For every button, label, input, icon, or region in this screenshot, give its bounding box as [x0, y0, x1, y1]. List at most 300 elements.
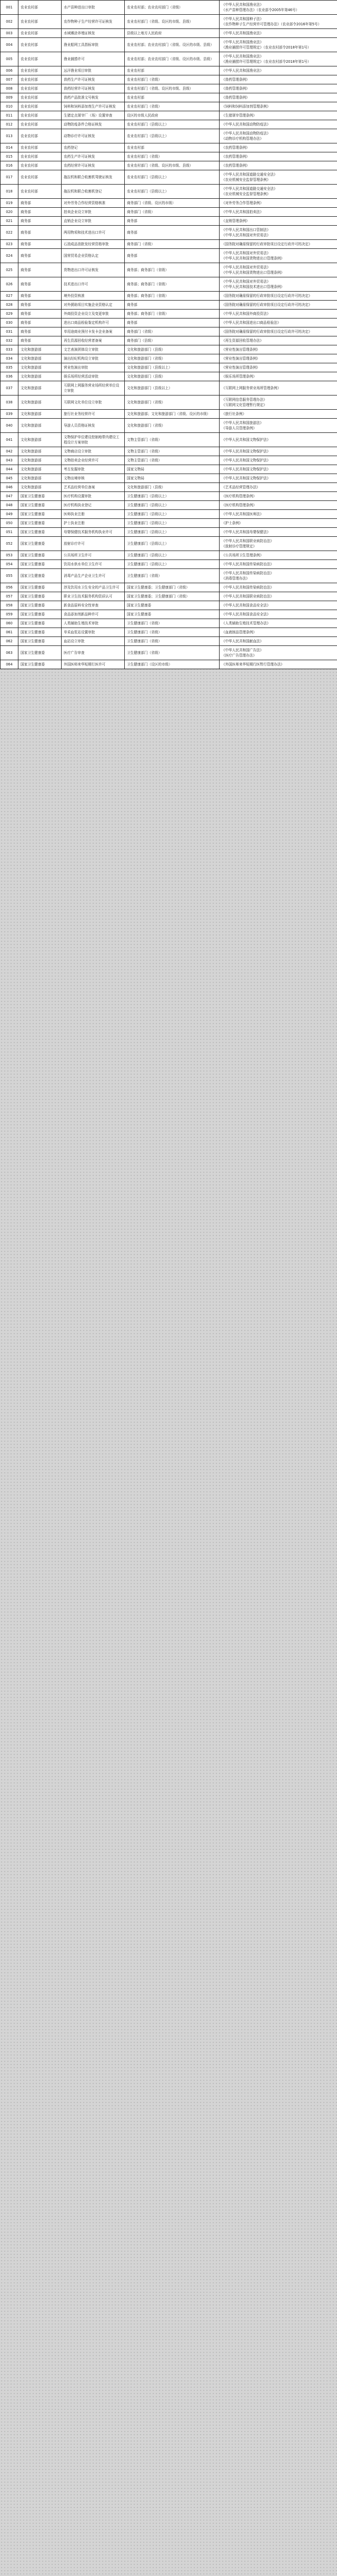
legal-basis-cell: 《公共场所卫生管理条例》 — [220, 551, 337, 560]
table-row — [1, 52, 337, 66]
legal-basis-cell: 《农药管理条例》 — [220, 152, 337, 161]
department-cell: 商务部 — [18, 301, 62, 310]
authority-cell: 文化和旅游部；文化和旅游部门（省级、设区的市级） — [125, 410, 220, 419]
table-row — [1, 395, 337, 410]
table-row — [1, 199, 337, 208]
row-number: 013 — [1, 129, 18, 143]
authority-cell: 商务部 — [125, 249, 220, 263]
department-cell: 国家卫生健康委 — [18, 619, 62, 628]
authority-cell: 设区的市级人民政府 — [125, 111, 220, 120]
department-cell: 文化和旅游部 — [18, 456, 62, 465]
item-name-cell: 娱乐场所经营活动审批 — [62, 372, 125, 381]
department-cell: 农业农村部 — [18, 111, 62, 120]
item-name-cell: 饮用水供水单位卫生许可 — [62, 560, 125, 569]
legal-basis-cell: 《中华人民共和国文物保护法》 — [220, 456, 337, 465]
row-number: 050 — [1, 519, 18, 528]
legal-basis-cell: 《互联网上网服务营业场所管理条例》 — [220, 381, 337, 395]
department-cell: 农业农村部 — [18, 185, 62, 199]
item-name-cell: 医师执业注册 — [62, 510, 125, 519]
legal-basis-cell: 《再生资源回收管理办法》 — [220, 336, 337, 345]
department-cell: 国家卫生健康委 — [18, 551, 62, 560]
item-name-cell: 动物防疫条件合格证核发 — [62, 120, 125, 129]
department-cell: 商务部 — [18, 217, 62, 226]
legal-basis-cell: 《营业性演出管理条例》 — [220, 345, 337, 354]
item-name-cell: 营业性演出审批 — [62, 363, 125, 372]
item-name-cell: 动物诊疗许可证核发 — [62, 129, 125, 143]
item-name-cell: 互联网上网服务营业场所经营单位设立审批 — [62, 381, 125, 395]
authority-cell: 国家卫生健康委；卫生健康部门（省级） — [125, 592, 220, 601]
authority-cell: 卫生健康部门（县级以上） — [125, 537, 220, 551]
table-row — [1, 628, 337, 637]
table-row — [1, 551, 337, 560]
row-number: 032 — [1, 336, 18, 345]
legal-basis-cell: 《农药管理条例》 — [220, 143, 337, 152]
department-cell: 商务部 — [18, 327, 62, 336]
item-name-cell: 对外劳务合作经营资格核准 — [62, 199, 125, 208]
department-cell: 文化和旅游部 — [18, 354, 62, 363]
legal-basis-cell: 《中华人民共和国道路交通安全法》 《农业机械安全监督管理条例》 — [220, 185, 337, 199]
authority-cell: 农业农村部；农业农村部门（省级、设区的市级、县级） — [125, 38, 220, 52]
department-cell: 国家卫生健康委 — [18, 628, 62, 637]
authority-cell: 国家卫生健康委 — [125, 601, 220, 610]
table-row — [1, 410, 337, 419]
department-cell: 农业农村部 — [18, 152, 62, 161]
row-number: 053 — [1, 551, 18, 560]
row-number: 005 — [1, 52, 18, 66]
item-name-cell: 消毒产品生产企业卫生许可 — [62, 569, 125, 583]
authority-cell: 卫生健康部门（省级） — [125, 619, 220, 628]
legal-basis-cell: 《中华人民共和国传染病防治法》 — [220, 583, 337, 592]
table-row — [1, 301, 337, 310]
table-row — [1, 38, 337, 52]
row-number: 038 — [1, 395, 18, 410]
authority-cell: 卫生健康部门（省级） — [125, 646, 220, 660]
legal-basis-cell: 《兽药管理条例》 — [220, 84, 337, 93]
item-name-cell: 血站设立审批 — [62, 637, 125, 646]
authority-cell: 农业农村部门（省级） — [125, 102, 220, 111]
legal-basis-cell: 《中华人民共和国文物保护法》 — [220, 474, 337, 483]
row-number: 018 — [1, 185, 18, 199]
authority-cell: 商务部；商务部门（省级） — [125, 292, 220, 301]
legal-basis-cell: 《中华人民共和国对外贸易法》 《中华人民共和国货物进出口管理条例》 — [220, 249, 337, 263]
authority-cell: 商务部 — [125, 226, 220, 240]
department-cell: 国家卫生健康委 — [18, 569, 62, 583]
legal-basis-cell: 《中华人民共和国食品安全法》 — [220, 610, 337, 619]
item-name-cell: 进出口商品检验鉴定机构许可 — [62, 319, 125, 327]
item-name-cell: 单采血浆站设置审批 — [62, 628, 125, 637]
row-number: 014 — [1, 143, 18, 152]
department-cell: 国家卫生健康委 — [18, 583, 62, 592]
table-row — [1, 93, 337, 102]
department-cell: 农业农村部 — [18, 93, 62, 102]
item-name-cell: 公共场所卫生许可 — [62, 551, 125, 560]
legal-basis-cell: 《国务院对确需保留的行政审批项目设定行政许可的决定》 — [220, 327, 337, 336]
row-number: 047 — [1, 492, 18, 501]
department-cell: 农业农村部 — [18, 75, 62, 84]
table-row — [1, 510, 337, 519]
legal-basis-cell: 《中华人民共和国职业病防治法》 — [220, 592, 337, 601]
row-number: 020 — [1, 208, 18, 217]
authority-cell: 文物主管部门（省级） — [125, 447, 220, 456]
authority-cell: 国家卫生健康委；卫生健康部门（省级） — [125, 583, 220, 592]
authority-cell: 文化和旅游部门（县级以上） — [125, 363, 220, 372]
authority-cell: 卫生健康部门（设区的市级） — [125, 660, 220, 669]
table-row — [1, 345, 337, 354]
table-row — [1, 419, 337, 433]
item-name-cell: 考古发掘审批 — [62, 465, 125, 474]
authority-cell: 农业农村部门（县级以上） — [125, 170, 220, 185]
department-cell: 农业农村部 — [18, 84, 62, 93]
department-cell: 文化和旅游部 — [18, 345, 62, 354]
row-number: 029 — [1, 310, 18, 319]
authority-cell: 农业农村部门（县级以上） — [125, 185, 220, 199]
authority-cell: 商务部门（省级） — [125, 208, 220, 217]
item-name-cell: 食品添加剂新品种许可 — [62, 610, 125, 619]
item-name-cell: 农药生产许可证核发 — [62, 152, 125, 161]
table-row — [1, 292, 337, 301]
authority-cell: 文化和旅游部门（县级） — [125, 372, 220, 381]
item-name-cell: 对外援助项目实施企业资格认定 — [62, 301, 125, 310]
department-cell: 商务部 — [18, 336, 62, 345]
department-cell: 商务部 — [18, 292, 62, 301]
legal-basis-cell: 《血液制品管理条例》 — [220, 628, 337, 637]
authority-cell: 国家文物局 — [125, 465, 220, 474]
authority-cell: 文化和旅游部门（省级） — [125, 354, 220, 363]
table-row — [1, 66, 337, 75]
legal-basis-cell: 《中华人民共和国动物防疫法》 《动物诊疗机构管理办法》 — [220, 129, 337, 143]
department-cell: 文化和旅游部 — [18, 372, 62, 381]
legal-basis-cell: 《中华人民共和国种子法》 《农作物种子生产经营许可管理办法》（农业部令2016年第5号） — [220, 15, 337, 29]
item-name-cell: 拍卖企业设立审批 — [62, 208, 125, 217]
item-name-cell: 兽药经营许可证核发 — [62, 84, 125, 93]
table-row — [1, 143, 337, 152]
table-row — [1, 465, 337, 474]
department-cell: 农业农村部 — [18, 38, 62, 52]
table-row — [1, 528, 337, 537]
authority-cell: 文化和旅游部门（县级） — [125, 345, 220, 354]
row-number: 024 — [1, 249, 18, 263]
item-name-cell: 医疗机构设置审批 — [62, 492, 125, 501]
legal-basis-cell: 《对外劳务合作管理条例》 — [220, 199, 337, 208]
row-number: 064 — [1, 660, 18, 669]
item-name-cell: 文物保护单位建设控制地带内建设工程设计方案审批 — [62, 433, 125, 447]
authority-cell: 文化和旅游部门（省级） — [125, 395, 220, 410]
legal-basis-cell: 《中华人民共和国渔业法》 《渔业捕捞许可管理规定》（农业农村部令2018年第1号） — [220, 38, 337, 52]
table-row — [1, 111, 337, 120]
legal-basis-cell: 《中华人民共和国道路交通安全法》 《农业机械安全监督管理条例》 — [220, 170, 337, 185]
legal-basis-cell: 《中华人民共和国母婴保健法》 — [220, 528, 337, 537]
item-name-cell: 文物商店设立审批 — [62, 447, 125, 456]
row-number: 039 — [1, 410, 18, 419]
item-name-cell: 涉及饮用水卫生安全的产品卫生许可 — [62, 583, 125, 592]
legal-basis-cell: 《中华人民共和国对外贸易法》 《中华人民共和国技术进出口管理条例》 — [220, 277, 337, 292]
row-number: 030 — [1, 319, 18, 327]
item-name-cell: 农药登记 — [62, 143, 125, 152]
department-cell: 商务部 — [18, 226, 62, 240]
table-row — [1, 161, 337, 170]
row-number: 010 — [1, 102, 18, 111]
department-cell: 国家卫生健康委 — [18, 560, 62, 569]
row-number: 036 — [1, 372, 18, 381]
department-cell: 农业农村部 — [18, 120, 62, 129]
row-number: 049 — [1, 510, 18, 519]
department-cell: 商务部 — [18, 319, 62, 327]
department-cell: 农业农村部 — [18, 170, 62, 185]
department-cell: 农业农村部 — [18, 29, 62, 38]
row-number: 035 — [1, 363, 18, 372]
authority-cell: 商务部 — [125, 301, 220, 310]
item-name-cell: 放射诊疗许可 — [62, 537, 125, 551]
legal-basis-cell: 《旅行社条例》 — [220, 410, 337, 419]
legal-basis-cell: 《中华人民共和国动物防疫法》 — [220, 120, 337, 129]
authority-cell: 卫生健康部门（县级以上） — [125, 510, 220, 519]
authority-cell: 商务部；商务部门（省级） — [125, 263, 220, 277]
item-name-cell: 远洋渔业项目审批 — [62, 66, 125, 75]
legal-basis-cell: 《中华人民共和国旅游法》 《导游人员管理条例》 — [220, 419, 337, 433]
department-cell: 国家卫生健康委 — [18, 537, 62, 551]
legal-basis-cell: 《生猪屠宰管理条例》 — [220, 111, 337, 120]
department-cell: 文化和旅游部 — [18, 395, 62, 410]
table-row — [1, 208, 337, 217]
authority-cell: 文化和旅游部门（县级以上） — [125, 381, 220, 395]
row-number: 002 — [1, 15, 18, 29]
table-row — [1, 637, 337, 646]
authority-cell: 商务部门（省级） — [125, 327, 220, 336]
department-cell: 农业农村部 — [18, 15, 62, 29]
table-row — [1, 660, 337, 669]
department-cell: 农业农村部 — [18, 66, 62, 75]
item-name-cell: 拖拉机和联合收割机驾驶证核发 — [62, 170, 125, 185]
row-number: 058 — [1, 601, 18, 610]
item-name-cell: 水域滩涂养殖证核发 — [62, 29, 125, 38]
department-cell: 商务部 — [18, 310, 62, 319]
row-number: 025 — [1, 263, 18, 277]
table-row — [1, 381, 337, 395]
authority-cell: 卫生健康部门（省级） — [125, 569, 220, 583]
table-row — [1, 84, 337, 93]
table-row — [1, 120, 337, 129]
item-name-cell: 渔业捕捞许可 — [62, 52, 125, 66]
table-row — [1, 170, 337, 185]
row-number: 046 — [1, 483, 18, 492]
item-name-cell: 拖拉机和联合收割机登记 — [62, 185, 125, 199]
table-row — [1, 152, 337, 161]
item-name-cell: 境外投资核准 — [62, 292, 125, 301]
authority-cell: 农业农村部门（县级以上） — [125, 129, 220, 143]
authority-cell: 卫生健康部门（县级以上） — [125, 492, 220, 501]
item-name-cell: 护士执业注册 — [62, 519, 125, 528]
legal-basis-cell: 《人类辅助生殖技术管理办法》 — [220, 619, 337, 628]
row-number: 043 — [1, 456, 18, 465]
department-cell: 国家卫生健康委 — [18, 501, 62, 510]
item-name-cell: 医疗机构执业登记 — [62, 501, 125, 510]
row-number: 042 — [1, 447, 18, 456]
table-row — [1, 217, 337, 226]
row-number: 001 — [1, 1, 18, 15]
table-row — [1, 363, 337, 372]
table-row — [1, 240, 337, 249]
item-name-cell: 农作物种子生产经营许可证核发 — [62, 15, 125, 29]
row-number: 051 — [1, 528, 18, 537]
table-body — [1, 1, 337, 669]
item-name-cell: 新食品原料安全性审查 — [62, 601, 125, 610]
row-number: 037 — [1, 381, 18, 395]
department-cell: 文化和旅游部 — [18, 465, 62, 474]
row-number: 022 — [1, 226, 18, 240]
department-cell: 国家卫生健康委 — [18, 610, 62, 619]
table-row — [1, 483, 337, 492]
department-cell: 文化和旅游部 — [18, 363, 62, 372]
department-cell: 文化和旅游部 — [18, 381, 62, 395]
legal-basis-cell: 《饲料和饲料添加剂管理条例》 — [220, 102, 337, 111]
row-number: 017 — [1, 170, 18, 185]
authority-cell: 文物主管部门（省级） — [125, 456, 220, 465]
legal-basis-cell: 《中华人民共和国传染病防治法》 — [220, 560, 337, 569]
department-cell: 商务部 — [18, 249, 62, 263]
table-row — [1, 519, 337, 528]
row-number: 063 — [1, 646, 18, 660]
item-name-cell: 文物出境审核 — [62, 474, 125, 483]
authority-cell: 卫生健康部门（县级以上） — [125, 528, 220, 537]
authority-cell: 国家文物局 — [125, 474, 220, 483]
department-cell: 商务部 — [18, 263, 62, 277]
item-name-cell: 饲料和饲料添加剂生产许可证核发 — [62, 102, 125, 111]
legal-basis-cell: 《中华人民共和国医师法》 — [220, 510, 337, 519]
department-cell: 文化和旅游部 — [18, 410, 62, 419]
table-row — [1, 610, 337, 619]
legal-basis-cell: 《中华人民共和国传染病防治法》 《消毒管理办法》 — [220, 569, 337, 583]
item-name-cell: 外国医师来华短期行医许可 — [62, 660, 125, 669]
item-name-cell: 农药经营许可证核发 — [62, 161, 125, 170]
row-number: 052 — [1, 537, 18, 551]
legal-basis-cell: 《营业性演出管理条例》 — [220, 354, 337, 363]
legal-basis-cell: 《中华人民共和国文物保护法》 — [220, 465, 337, 474]
item-name-cell: 医疗广告审查 — [62, 646, 125, 660]
row-number: 012 — [1, 120, 18, 129]
department-cell: 商务部 — [18, 240, 62, 249]
legal-basis-cell: 《外国医师来华短期行医暂行管理办法》 — [220, 660, 337, 669]
row-number: 031 — [1, 327, 18, 336]
item-name-cell: 技术进出口许可 — [62, 277, 125, 292]
row-number: 062 — [1, 637, 18, 646]
authority-cell: 商务部 — [125, 319, 220, 327]
legal-basis-cell: 《中华人民共和国渔业法》 《渔业捕捞许可管理规定》（农业农村部令2018年第1号） — [220, 52, 337, 66]
table-row — [1, 433, 337, 447]
row-number: 003 — [1, 29, 18, 38]
department-cell: 文化和旅游部 — [18, 433, 62, 447]
item-name-cell: 两用物项和技术进出口许可 — [62, 226, 125, 240]
authority-cell: 商务部门（县级） — [125, 336, 220, 345]
row-number: 027 — [1, 292, 18, 301]
row-number: 044 — [1, 465, 18, 474]
row-number: 019 — [1, 199, 18, 208]
authority-cell: 农业农村部 — [125, 143, 220, 152]
item-name-cell: 导游人员资格证核发 — [62, 419, 125, 433]
legal-basis-cell: 《中华人民共和国职业病防治法》 《放射诊疗管理规定》 — [220, 537, 337, 551]
legal-basis-cell: 《中华人民共和国文物保护法》 — [220, 433, 337, 447]
table-row — [1, 601, 337, 610]
table-row — [1, 226, 337, 240]
table-row — [1, 310, 337, 319]
table-row — [1, 185, 337, 199]
item-name-cell: 兽药生产许可证核发 — [62, 75, 125, 84]
row-number: 011 — [1, 111, 18, 120]
authority-cell: 卫生健康部门（县级以上） — [125, 560, 220, 569]
department-cell: 国家卫生健康委 — [18, 510, 62, 519]
legal-basis-cell: 《国务院对确需保留的行政审批项目设定行政许可的决定》 — [220, 292, 337, 301]
table-row — [1, 537, 337, 551]
legal-basis-cell: 《农药管理条例》 — [220, 161, 337, 170]
table-row — [1, 592, 337, 601]
department-cell: 国家卫生健康委 — [18, 592, 62, 601]
item-name-cell: 渔业船网工具指标审批 — [62, 38, 125, 52]
department-cell: 文化和旅游部 — [18, 474, 62, 483]
authority-cell: 农业农村部；农业农村部门（省级、设区的市级、县级） — [125, 52, 220, 66]
legal-basis-cell: 《兽药管理条例》 — [220, 75, 337, 84]
item-name-cell: 石油成品油批发经营资格审批 — [62, 240, 125, 249]
row-number: 041 — [1, 433, 18, 447]
row-number: 048 — [1, 501, 18, 510]
legal-basis-cell: 《中华人民共和国外商投资法》 — [220, 310, 337, 319]
authority-cell: 卫生健康部门（省级） — [125, 628, 220, 637]
item-name-cell: 文艺表演团体设立审批 — [62, 345, 125, 354]
legal-basis-cell: 《护士条例》 — [220, 519, 337, 528]
row-number: 033 — [1, 345, 18, 354]
legal-basis-cell: 《中华人民共和国出口管制法》 《中华人民共和国对外贸易法》 — [220, 226, 337, 240]
item-name-cell: 生猪定点屠宰厂（场）设置审查 — [62, 111, 125, 120]
table-row — [1, 583, 337, 592]
table-row — [1, 277, 337, 292]
table-row — [1, 249, 337, 263]
authority-cell: 商务部；商务部门（省级） — [125, 310, 220, 319]
legal-basis-cell: 《中华人民共和国文物保护法》 — [220, 447, 337, 456]
table-row — [1, 102, 337, 111]
department-cell: 国家卫生健康委 — [18, 660, 62, 669]
approval-items-table — [0, 0, 337, 669]
department-cell: 农业农村部 — [18, 1, 62, 15]
item-name-cell: 演出经纪机构设立审批 — [62, 354, 125, 363]
legal-basis-cell: 《直销管理条例》 — [220, 217, 337, 226]
authority-cell: 文物主管部门（省级） — [125, 433, 220, 447]
legal-basis-cell: 《医疗机构管理条例》 — [220, 492, 337, 501]
authority-cell: 文化和旅游部门（省级） — [125, 419, 220, 433]
table-row — [1, 263, 337, 277]
legal-basis-cell: 《中华人民共和国献血法》 — [220, 637, 337, 646]
table-row — [1, 319, 337, 327]
legal-basis-cell: 《中华人民共和国渔业法》 《水产苗种管理办法》（农业部令2005年第46号） — [220, 1, 337, 15]
authority-cell: 商务部门（省级、设区的市级） — [125, 199, 220, 208]
table-row — [1, 15, 337, 29]
row-number: 060 — [1, 619, 18, 628]
row-number: 021 — [1, 217, 18, 226]
row-number: 023 — [1, 240, 18, 249]
table-row — [1, 447, 337, 456]
table-row — [1, 129, 337, 143]
table-row — [1, 501, 337, 510]
table-row — [1, 336, 337, 345]
table-row — [1, 354, 337, 363]
item-name-cell: 职业卫生技术服务机构资质认可 — [62, 592, 125, 601]
table-row — [1, 75, 337, 84]
item-name-cell: 互联网文化单位设立审批 — [62, 395, 125, 410]
department-cell: 农业农村部 — [18, 102, 62, 111]
authority-cell: 国家卫生健康委 — [125, 610, 220, 619]
authority-cell: 卫生健康部门（县级以上） — [125, 519, 220, 528]
row-number: 059 — [1, 610, 18, 619]
legal-basis-cell: 《互联网信息服务管理办法》 《互联网文化管理暂行规定》 — [220, 395, 337, 410]
row-number: 055 — [1, 569, 18, 583]
department-cell: 农业农村部 — [18, 52, 62, 66]
